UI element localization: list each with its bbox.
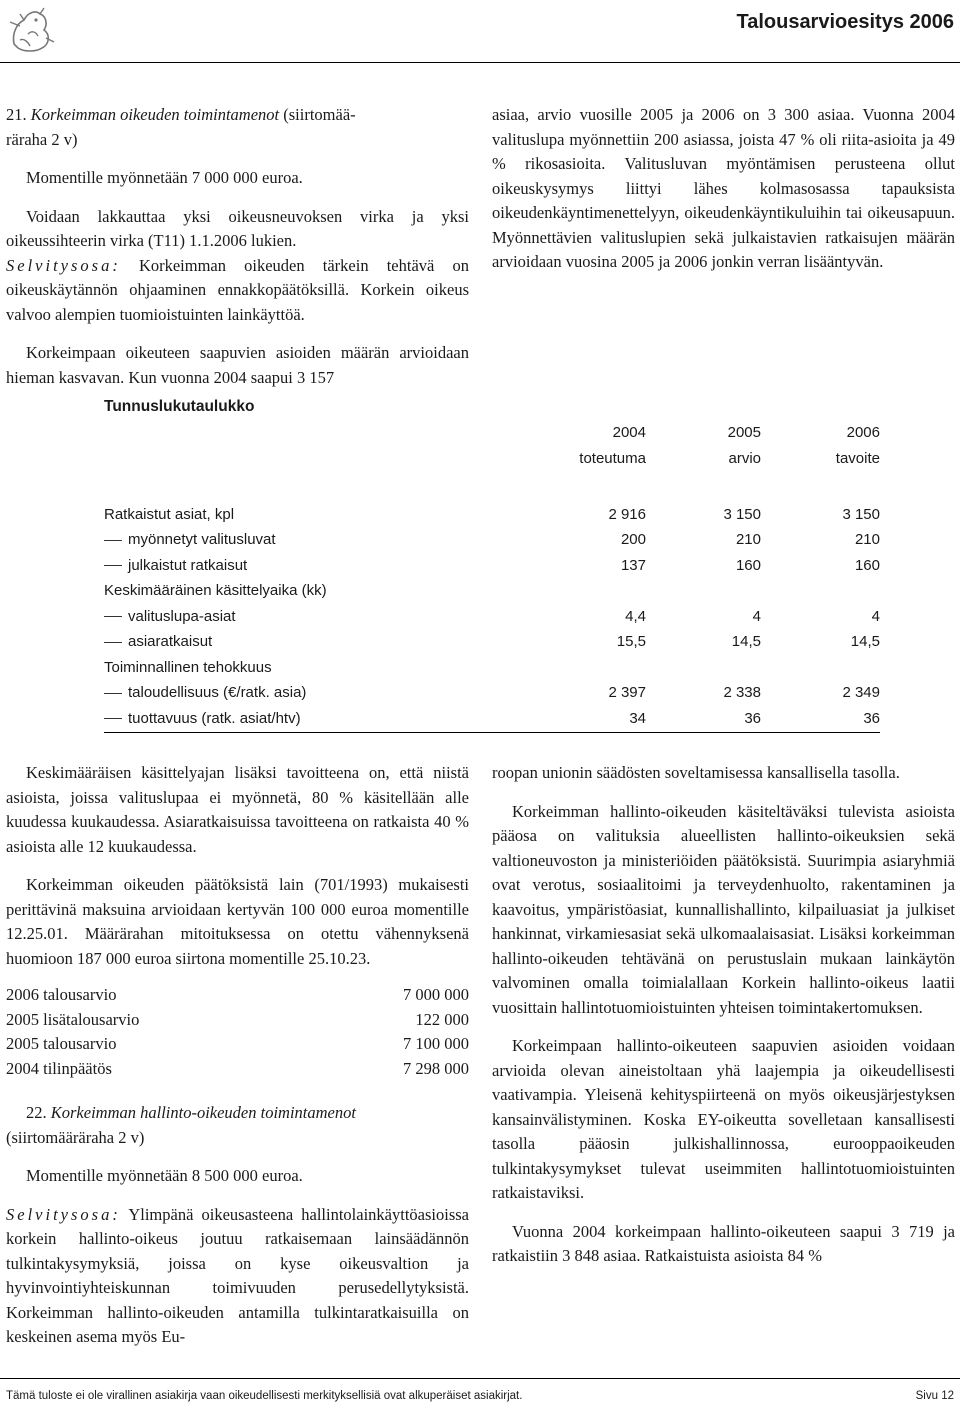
explanation-label: Selvitysosa:: [6, 255, 121, 275]
col-year: 2006: [846, 423, 880, 441]
section-22-title: Korkeimman hallinto-oikeuden toimintamenot: [50, 1103, 356, 1122]
explanation-label: Selvitysosa:: [6, 1204, 121, 1224]
eu-paragraph: roopan unionin säädösten soveltamisessa kansallisella tasolla.: [492, 763, 900, 782]
fees-paragraph: Korkeimman oikeuden päätöksistä lain (701/1993) mukaisesti perittävinä maksuina arvioidaan kertyvän 100 000 euroa momentille 12.25.01. Määrärahan mitoituksessa on otettu vähennyksenä huomioon 187 000 euroa siirtona momentille 25.10.23.: [6, 875, 469, 968]
section-21-heading: [6, 103, 469, 152]
dash-marker: [104, 540, 122, 541]
row-label: Toiminnallinen tehokkuus: [104, 658, 272, 676]
cell-value: 2 338: [723, 684, 761, 701]
budget-value: 122 000: [415, 1009, 469, 1029]
budget-label: 2005 talousarvio: [6, 1034, 117, 1053]
footer-disclaimer: Tämä tuloste ei ole virallinen asiakirja vaan oikeudellisesti merkityksellisiä ovat alkuperäiset asiakirjat.: [6, 1390, 523, 1402]
cell-value: 34: [522, 706, 646, 732]
lion-coat-of-arms-icon: [6, 4, 56, 56]
table-row: [104, 528, 880, 554]
dash-marker: [104, 642, 122, 643]
cell-value: 2 397: [608, 684, 646, 701]
row-label: valituslupa-asiat: [128, 607, 236, 625]
col-year: 2004: [612, 423, 646, 441]
kpi-table-title: Tunnuslukutaulukko: [104, 398, 255, 415]
cell-value: 4: [871, 607, 880, 625]
table-header-types: [104, 446, 880, 472]
dash-marker: [104, 693, 122, 694]
section-21-number: 21.: [6, 105, 27, 124]
cell-value: 3 150: [842, 505, 880, 523]
left-top-column: [6, 103, 469, 390]
cell-value: 200: [620, 531, 646, 548]
page-number: Sivu 12: [915, 1390, 954, 1402]
footer-rule: [0, 1378, 960, 1379]
budget-row: [6, 1057, 469, 1082]
right-top-column: [492, 103, 955, 275]
col-year: 2005: [727, 423, 761, 441]
table-row: [104, 604, 880, 630]
header-rule: [0, 62, 960, 63]
section-22-number: 22.: [26, 1103, 47, 1122]
row-label: taloudellisuus (€/ratk. asia): [128, 684, 307, 701]
table-row: [104, 681, 880, 707]
cell-value: 160: [854, 556, 880, 574]
section-21-paragraph-continued: asiaa, arvio vuosille 2005 ja 2006 on 3 300 asiaa. Vuonna 2004 valituslupa myönnettiin 200 asiassa, joista 47 % oli riita-asioita ja 49 % rikosasioita. Valitusluvan myöntämisen perusteena ollut oikeuskysymys liittyi lähes kolmasosassa tapauksista oikeudenkäyntimenettelyyn, oikeudenkäyntikuluihin tai oikeusapuun. Myönnettävien valituslupien sekä julkaistavien ratkaisujen määrän arvioidaan vuosina 2005 ja 2006 jonkin verran lisääntyvän.: [492, 105, 955, 271]
cell-value: 210: [735, 531, 761, 548]
complexity-paragraph: Korkeimpaan hallinto-oikeuteen saapuvien asioiden voidaan arvioida olevan aineistoltaan yhä laajempia ja oikeudellisesti vaativampia. Yleisenä kehityspiirteenä on myös oikeusjärjestyksen kansainvälistyminen. Koska EY-oikeutta sovelletaan kansallisesti tasolla pääosin julkishallinnossa, eurooppaoikeuden tulkintakysymykset tulevat useimmiten hallintotuomioistuinten ratkaistaviksi.: [492, 1036, 955, 1202]
cell-value: 160: [735, 556, 761, 574]
budget-label: 2004 tilinpäätös: [6, 1058, 112, 1078]
section-22-title-line2: (siirtomääräraha 2 v): [6, 1127, 145, 1147]
table-row: [104, 502, 880, 528]
dash-marker: [104, 718, 122, 719]
section-21-appropriation: Momentille myönnetään 7 000 000 euroa.: [26, 168, 303, 187]
left-bottom-column: [6, 761, 469, 1350]
cell-value: 15,5: [616, 633, 646, 650]
budget-value: 7 100 000: [403, 1034, 469, 1053]
cell-value: 3 150: [723, 505, 761, 523]
cell-value: 2 349: [842, 684, 880, 701]
section-22-explanation: [6, 1203, 469, 1350]
row-label: myönnetyt valitusluvat: [128, 531, 276, 548]
section-21-title: Korkeimman oikeuden toimintamenot: [30, 105, 280, 124]
row-label: tuottavuus (ratk. asiat/htv): [128, 709, 301, 727]
section-21-explanation: [6, 254, 469, 328]
budget-row: [6, 983, 469, 1008]
cell-value: 210: [854, 531, 880, 548]
col-type: tavoite: [835, 449, 880, 467]
budget-table: [6, 983, 469, 1081]
budget-label: 2006 talousarvio: [6, 985, 117, 1004]
table-row: [104, 579, 880, 605]
explanation-text: Ylimpänä oikeusasteena hallintolainkäyttöasioissa korkein hallinto-oikeus joutuu ratkaisemaan lainsäädännön tulkintakysymyksiä, joissa on kyse oikeusvaltion ja hyvinvointiyhteiskunnan toimivuuden perusedellytyksistä. Korkeimman hallinto-oikeuden antamilla tulkintaratkaisuilla on keskeinen asema myös Eu-: [6, 1204, 469, 1346]
processing-time-paragraph: Keskimääräisen käsittelyajan lisäksi tavoitteena on, että niistä asioista, joissa valituslupaa ei myönnetä, 80 % käsitellään alle kuudessa kuukaudessa. Asiaratkaisuissa tavoitteena on ratkaista 40 % asioista alle 12 kuukaudessa.: [6, 763, 469, 856]
table-row: [104, 655, 880, 681]
case-types-paragraph: Korkeimman hallinto-oikeuden käsiteltäväksi tulevista asioista pääosa on valituksia alueellisten hallinto-oikeuksien sekä valtioneuvoston ja ministeriöiden päätöksistä. Suurimpia asiaryhmiä ovat verotus, sosiaalitoimi ja terveydenhuolto, rakentaminen ja kaavoitus, ympäristöasiat, kunnallishallinto, kilpailuasiat ja julkiset hankinnat, virkamiesasiat sekä ulkomaalaisasiat. Lisäksi korkeimman hallinto-oikeuden tehtävänä on perustuslain mukaan lainkäytön valvominen omalla toimialallaan Korkein hallinto-oikeus laatii vuosittain hallintotuomioistuinten yhteisen toimintakertomuksen.: [492, 801, 955, 1017]
row-label: Keskimääräinen käsittelyaika (kk): [104, 582, 327, 599]
row-label: julkaistut ratkaisut: [128, 556, 248, 574]
row-label: Ratkaistut asiat, kpl: [104, 505, 235, 523]
kpi-table: [104, 420, 880, 733]
col-type: arvio: [728, 449, 761, 467]
budget-label: 2005 lisätalousarvio: [6, 1009, 140, 1029]
cell-value: 2 916: [608, 505, 646, 523]
right-bottom-column: [492, 761, 955, 1269]
cell-value: 14,5: [731, 633, 761, 650]
section-22-appropriation: Momentille myönnetään 8 500 000 euroa.: [26, 1166, 303, 1185]
table-header-years: [104, 420, 880, 446]
statistics-paragraph: Vuonna 2004 korkeimpaan hallinto-oikeuteen saapui 3 719 ja ratkaistiin 3 848 asiaa. Ratkaistuista asioista 84 %: [492, 1221, 955, 1265]
table-row: [104, 630, 880, 656]
section-21-title-tail: (siirtomää-: [283, 105, 356, 124]
cell-value: 36: [761, 706, 880, 732]
budget-value: 7 000 000: [403, 985, 469, 1004]
section-21-title-line2: räraha 2 v): [6, 129, 78, 149]
cell-value: 14,5: [850, 633, 880, 650]
row-label: asiaratkaisut: [128, 633, 213, 650]
cell-value: 137: [620, 556, 646, 574]
section-21-paragraph-cases: Korkeimpaan oikeuteen saapuvien asioiden määrän arvioidaan hieman kasvavan. Kun vuonna 2004 saapui 3 157: [6, 343, 469, 387]
table-row: [104, 553, 880, 579]
table-row: [104, 706, 880, 732]
section-21-paragraph-positions: Voidaan lakkauttaa yksi oikeusneuvoksen virka ja yksi oikeussihteerin virka (T11) 1.1.2006 lukien.: [6, 206, 469, 250]
budget-value: 7 298 000: [403, 1058, 469, 1078]
col-type: toteutuma: [579, 449, 646, 467]
budget-row: [6, 1008, 469, 1033]
cell-value: 4: [752, 607, 761, 625]
section-22-heading: [6, 1101, 469, 1126]
document-title: Talousarvioesitys 2006: [736, 11, 954, 33]
cell-value: 36: [646, 706, 761, 732]
dash-marker: [104, 616, 122, 617]
cell-value: 4,4: [625, 607, 646, 625]
dash-marker: [104, 565, 122, 566]
explanation-text: Korkeimman oikeuden tärkein tehtävä on oikeuskäytännön ohjaaminen ennakkopäätöksillä. Korkein oikeus valvoo alempien tuomioistuinten lainkäyttöä.: [6, 255, 469, 324]
budget-row: [6, 1032, 469, 1057]
